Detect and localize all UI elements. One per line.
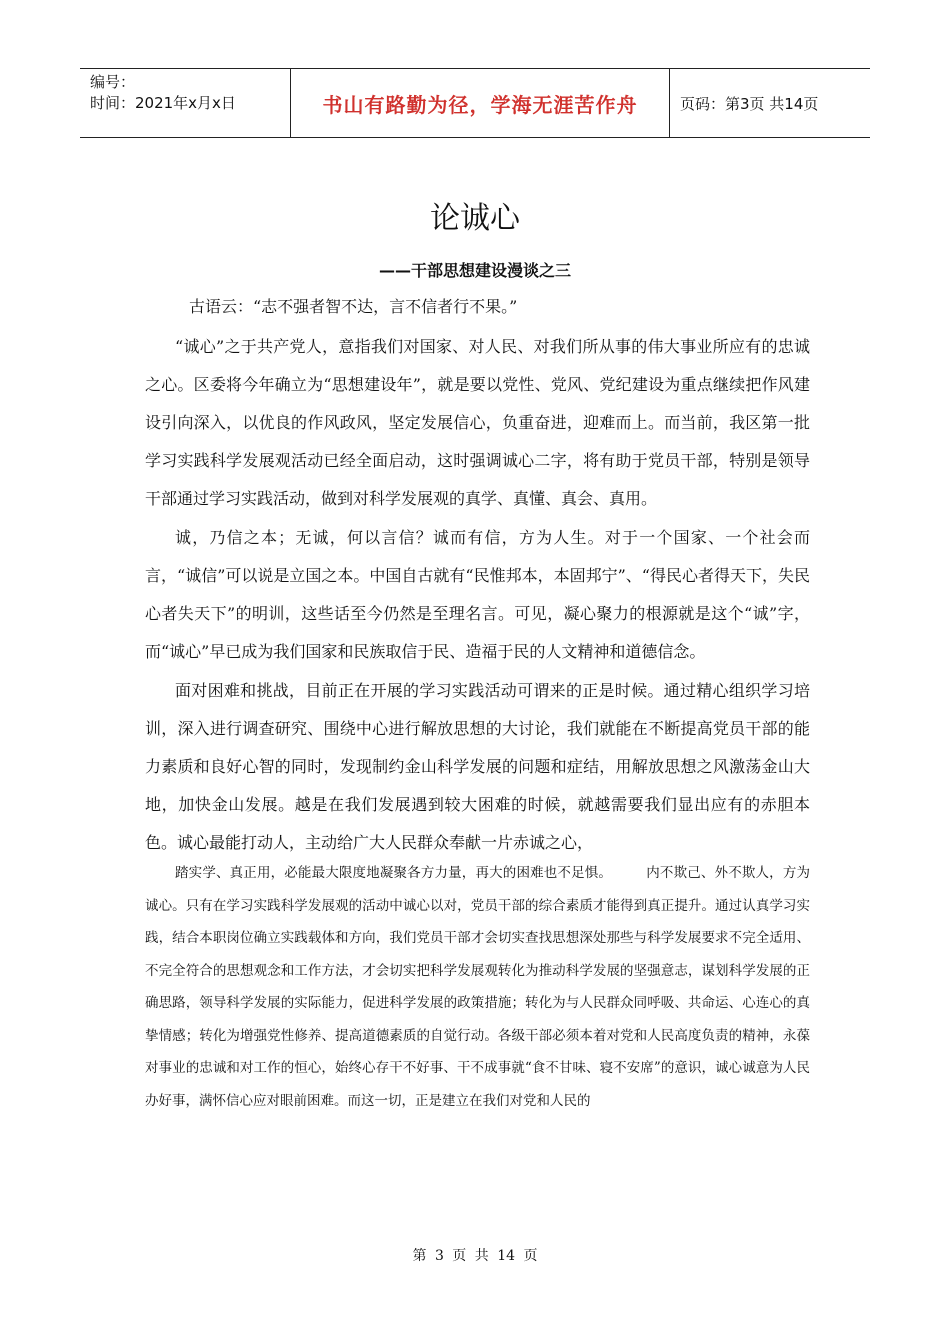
page-footer: 第 3 页 共 14 页 (412, 1248, 538, 1264)
paragraph-small: 踏实学、真正用，必能最大限度地凝聚各方力量，再大的困难也不足惧。 内不欺己、外不欺人，方为诚心。只有在学习实践科学发展观的活动中诚心以对，党员干部的综合素质才能得到真正提升。通过认真学习实践，结合本职岗位确立实践载体和方向，我们党员干部才会切实查找思想深处那些与科学发展要求不完全适用、不完全符合的思想观念和工作方法，才会切实把科学发展观转化为推动科学发展的坚强意志，谋划科学发展的正确思路，领导科学发展的实际能力，促进科学发展的政策措施；转化为与人民群众同呼吸、共命运、心连心的真挚情感；转化为增强党性修养、提高道德素质的自觉行动。各级干部必须本着对党和人民高度负责的精神，永葆对事业的忠诚和对工作的恒心，始终心存干不好事、干不成事就“食不甘味、寝不安席”的意识，诚心诚意为人民办好事，满怀信心应对眼前困难。而这一切，正是建立在我们对党和人民的 (145, 865, 810, 1109)
page-header (80, 68, 870, 138)
document-body (145, 294, 810, 1117)
paragraph-quote: 古语云：“志不强者智不达，言不信者行不果。” (189, 297, 518, 316)
document-subtitle: ——干部思想建设漫谈之三 (378, 261, 571, 280)
header-meta (80, 69, 290, 137)
paragraph: 诚，乃信之本；无诚，何以言信？诚而有信，方为人生。对于一个国家、一个社会而言，“诚信”可以说是立国之本。中国自古就有“民惟邦本，本固邦宁”、“得民心者得天下，失民心者失天下”的明训，这些话至今仍然是至理名言。可见，凝心聚力的根源就是这个“诚”字，而“诚心”早已成为我们国家和民族取信于民、造福于民的人文精神和道德信念。 (145, 528, 810, 661)
paragraph: “诚心”之于共产党人，意指我们对国家、对人民、对我们所从事的伟大事业所应有的忠诚之心。区委将今年确立为“思想建设年”，就是要以党性、党风、党纪建设为重点继续把作风建设引向深入，以优良的作风政风，坚定发展信心，负重奋进，迎难而上。而当前，我区第一批学习实践科学发展观活动已经全面启动，这时强调诚心二字，将有助于党员干部，特别是领导干部通过学习实践活动，做到对科学发展观的真学、真懂、真会、真用。 (145, 337, 810, 508)
number-label: 编号： (90, 73, 136, 91)
header-page-label: 页码：第3页 共14页 (680, 94, 819, 113)
header-motto: 书山有路勤为径，学海无涯苦作舟 (290, 69, 670, 137)
document-title: 论诚心 (430, 201, 520, 236)
paragraph: 面对困难和挑战，目前正在开展的学习实践活动可谓来的正是时候。通过精心组织学习培训，深入进行调查研究、围绕中心进行解放思想的大讨论，我们就能在不断提高党员干部的能力素质和良好心智的同时，发现制约金山科学发展的问题和症结，用解放思想之风激荡金山大地，加快金山发展。越是在我们发展遇到较大困难的时候，就越需要我们显出应有的赤胆本色。诚心最能打动人，主动给广大人民群众奉献一片赤诚之心， (145, 681, 810, 852)
time-label: 时间：2021年x月x日 (90, 94, 236, 112)
